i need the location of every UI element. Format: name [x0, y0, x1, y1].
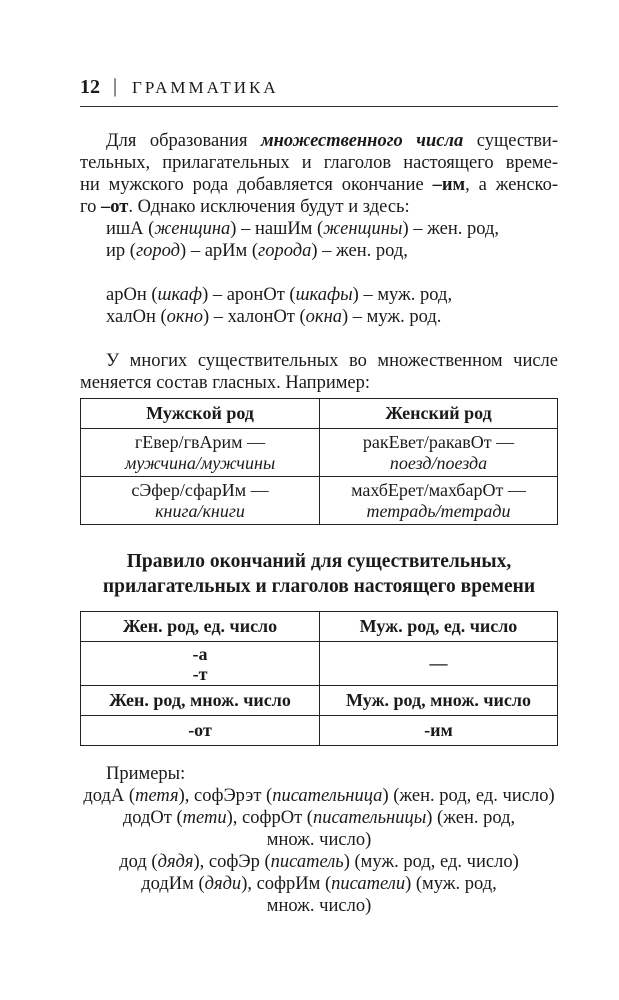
example-line: ир (город) – арИм (города) – жен. род,	[106, 241, 408, 261]
para1-line4: го –от. Однако исключения будут и здесь:	[80, 197, 410, 217]
table1-cell: махбЕрет/махбарОт — тетрадь/тетради	[320, 477, 558, 525]
sample-line: додИм (дяди), софрИм (писатели) (муж. род,	[141, 874, 497, 894]
sample-line: дод (дядя), софЭр (писатель) (муж. род, ед. число)	[119, 852, 519, 872]
running-header	[80, 76, 558, 107]
example-line: арОн (шкаф) – аронОт (шкафы) – муж. род,	[106, 285, 453, 305]
table2-header: Жен. род, ед. число	[81, 612, 320, 642]
table2-cell: -от	[81, 716, 320, 746]
header-separator: |	[113, 75, 118, 97]
endings-table	[80, 611, 558, 746]
rule-heading: Правило окончаний для существительных, прилагательных и глаголов настоящего времени	[102, 551, 536, 597]
table2-cell: -а -т	[81, 642, 320, 686]
example-line: халОн (окно) – халонОт (окна) – муж. род.	[106, 307, 442, 327]
table1-header-fem: Женский род	[320, 399, 558, 429]
page-number: 12	[80, 76, 100, 98]
gender-vowel-table	[80, 398, 558, 525]
sample-line: додОт (тети), софрОт (писательницы) (жен. род,	[122, 808, 516, 828]
para1-line2: тельных, прилагательных и глаголов настоящего време-	[80, 153, 558, 173]
para1-line3: ни мужского рода добавляется окончание –им, а женско-	[80, 175, 559, 195]
table2-header: Жен. род, множ. число	[81, 686, 320, 716]
table1-cell: ракЕвет/ракавОт — поезд/поезда	[320, 429, 558, 477]
sample-line: додА (тетя), софЭрэт (писательница) (жен. род, ед. число)	[83, 786, 555, 806]
table1-cell: сЭфер/сфарИм — книга/книги	[81, 477, 320, 525]
para2-line2: меняется состав гласных. Например:	[80, 373, 371, 393]
table2-cell: -им	[320, 716, 558, 746]
samples-title: Примеры:	[106, 764, 186, 784]
example-line: ишА (женщина) – нашИм (женщины) – жен. род,	[106, 219, 500, 239]
table1-header-masc: Мужской род	[81, 399, 320, 429]
sample-line: множ. число)	[266, 830, 372, 850]
table2-header: Муж. род, множ. число	[320, 686, 558, 716]
table2-header: Муж. род, ед. число	[320, 612, 558, 642]
para1-line1: Для образования множественного числа существи-	[106, 131, 558, 151]
table1-cell: гЕвер/гвАрим — мужчина/мужчины	[81, 429, 320, 477]
sample-line: множ. число)	[266, 896, 372, 916]
para2-line1: У многих существительных во множественном числе	[106, 351, 558, 371]
table2-cell: —	[320, 642, 558, 686]
section-title: ГРАММАТИКА	[132, 78, 279, 97]
